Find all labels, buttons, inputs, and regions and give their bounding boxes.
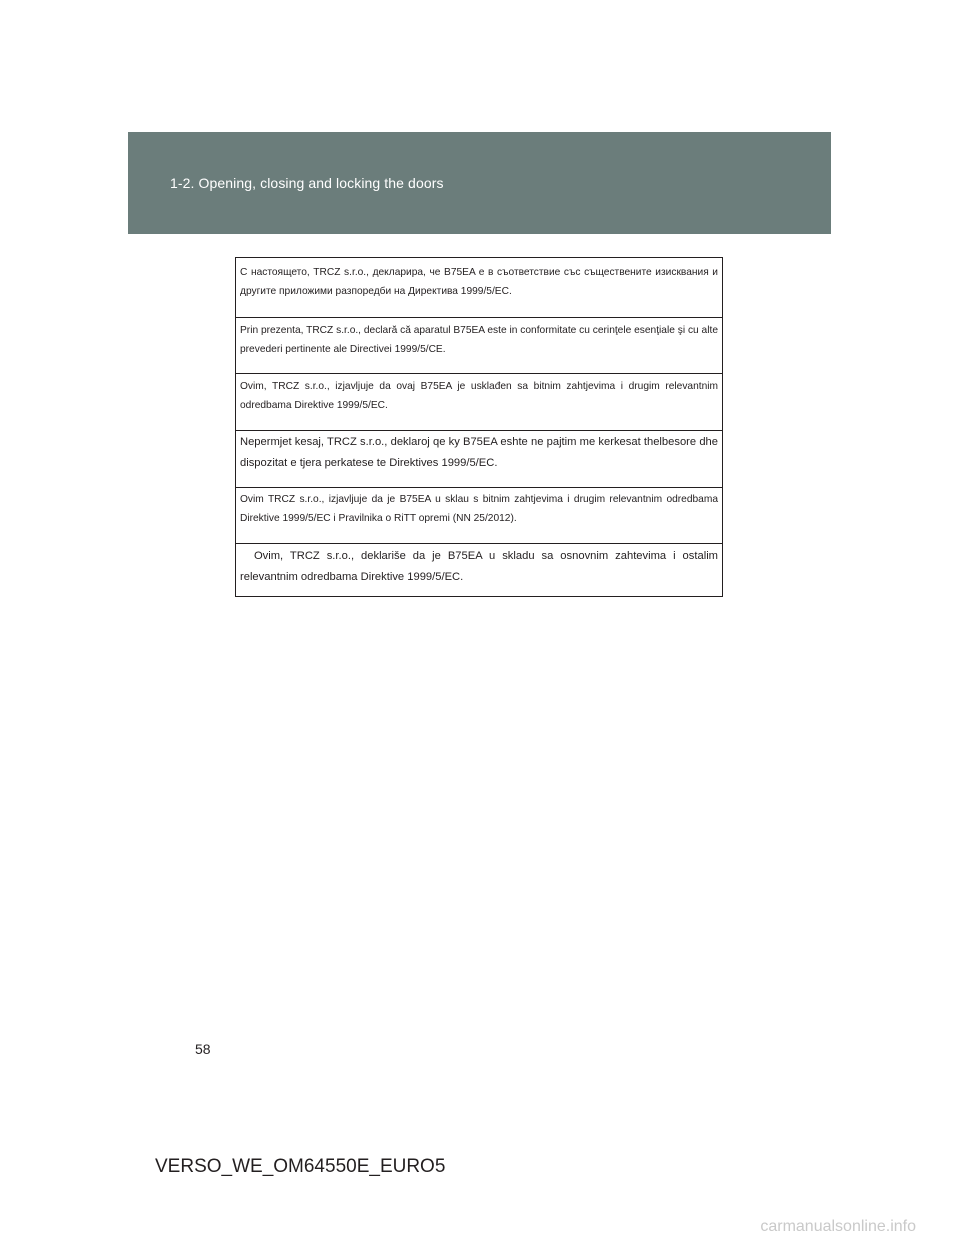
declaration-text: Prin prezenta, TRCZ s.r.o., declară că aparatul B75EA este in conformitate cu cerinţele esenţiale şi cu alte prevederi pertinente ale Directivei 1999/5/CE. [240, 325, 718, 355]
declaration-row-bosnian [236, 373, 722, 430]
watermark-text: carmanualsonline.info [760, 1218, 916, 1235]
declaration-text: Ovim, TRCZ s.r.o., deklariše da je B75EA u skladu sa osnovnim zahtevima i ostalim relevantnim odredbama Direktive 1999/5/EC. [240, 550, 722, 583]
declaration-row-bulgarian [236, 258, 722, 317]
declaration-text: Nepermjet kesaj, TRCZ s.r.o., deklaroj qe ky B75EA eshte ne pajtim me kerkesat thelbesore dhe dispozitat e tjera perkatese te Direktives 1999/5/EC. [240, 436, 718, 469]
declaration-row-romanian [236, 317, 722, 373]
declaration-text: С настоящето, TRCZ s.r.o., декларира, че B75EA е в съответствие със съществените изисквания и другите приложими разпоредби на Директива 1999/5/ЕС. [240, 267, 718, 297]
declaration-row-albanian [236, 430, 722, 487]
section-title: 1-2. Opening, closing and locking the doors [170, 175, 444, 191]
section-header-band [128, 132, 831, 234]
declaration-row-croatian [236, 487, 722, 543]
declaration-text: Ovim, TRCZ s.r.o., izjavljuje da ovaj B75EA je usklađen sa bitnim zahtjevima i drugim relevantnim odredbama Direktive 1999/5/EC. [240, 381, 718, 411]
declaration-table [235, 257, 723, 597]
declaration-row-serbian [236, 543, 722, 597]
manual-code: VERSO_WE_OM64550E_EURO5 [155, 1156, 446, 1177]
declaration-text: Ovim TRCZ s.r.o., izjavljuje da je B75EA u sklau s bitnim zahtjevima i drugim relevantnim odredbama Direktive 1999/5/EC i Pravilnika o RiTT opremi (NN 25/2012). [240, 494, 718, 524]
page-number: 58 [195, 1041, 211, 1057]
